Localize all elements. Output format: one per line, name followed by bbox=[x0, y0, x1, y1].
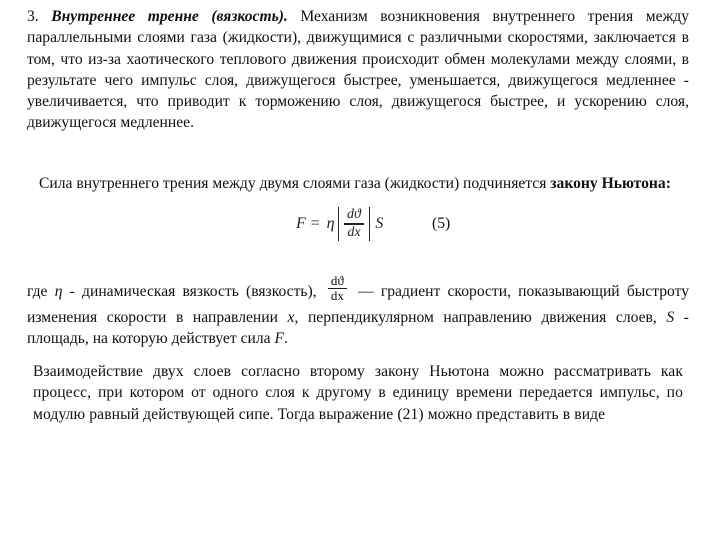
paragraph-definitions bbox=[27, 273, 689, 349]
paragraph-internal-friction bbox=[27, 6, 689, 134]
equation-number: (5) bbox=[432, 215, 451, 232]
paragraph-body: Механизм возникновения внутреннего трения между параллельными слоями газа (жидкости), движущимися с различными скоростями, заключается в том, что из-за хаотического теплового движения происходит обмен молекулами между слоями, в результате чего импульс слоя, движущегося быстрее, уменьшается, движущегося медленнее - увеличивается, что приводит к торможению слоя, движущегося быстрее, и ускорению слоя, движущегося медленнее. bbox=[27, 8, 690, 132]
force-symbol: F bbox=[274, 330, 284, 347]
fraction-numerator: dϑ bbox=[330, 273, 344, 288]
formula-area: S bbox=[375, 215, 384, 232]
text-segment: - динамическая вязкость (вязкость), bbox=[62, 283, 324, 301]
text-segment: - площадь, на которую действует сила bbox=[27, 309, 689, 347]
fraction-denominator: dx bbox=[330, 288, 344, 303]
section-number: 3. bbox=[27, 8, 52, 25]
text-segment: . bbox=[283, 330, 288, 347]
formula-fraction bbox=[344, 207, 364, 240]
paragraph-text: Сила внутреннего трения между двумя слоями газа (жидкости) подчиняется bbox=[39, 175, 551, 192]
section-heading: Внутреннее тренне (вязкость). bbox=[51, 8, 288, 25]
velocity-gradient-fraction bbox=[328, 274, 347, 303]
fraction-denominator: dx bbox=[347, 224, 361, 240]
text-segment: , перпендикулярном направлению движения слоев, bbox=[294, 309, 667, 326]
paragraph-newton-law bbox=[27, 173, 689, 194]
friction-formula bbox=[296, 203, 383, 245]
text-segment: — градиент скорости, показывающий быстроту изменения скорости в направлении bbox=[27, 283, 689, 326]
fraction-numerator: dϑ bbox=[347, 207, 361, 223]
abs-bar-right bbox=[369, 207, 371, 241]
abs-bar-left bbox=[338, 207, 340, 241]
paragraph-momentum-transfer: Взаимодействие двух слоев согласно второму закону Ньютона можно рассматривать как процесс, при котором от одного слоя к другому в единицу времени передается импульс, по модулю равный действующей сипе. Тогда выражение (21) можно представить в виде bbox=[33, 363, 683, 423]
formula-eta: η bbox=[326, 215, 335, 232]
area-symbol: S bbox=[666, 309, 675, 326]
newton-law-term: закону Ньютона: bbox=[550, 175, 671, 192]
formula-lhs: F = bbox=[296, 215, 321, 232]
x-symbol: x bbox=[287, 309, 295, 326]
text-segment: где bbox=[27, 283, 55, 301]
eta-symbol: η bbox=[54, 283, 63, 301]
